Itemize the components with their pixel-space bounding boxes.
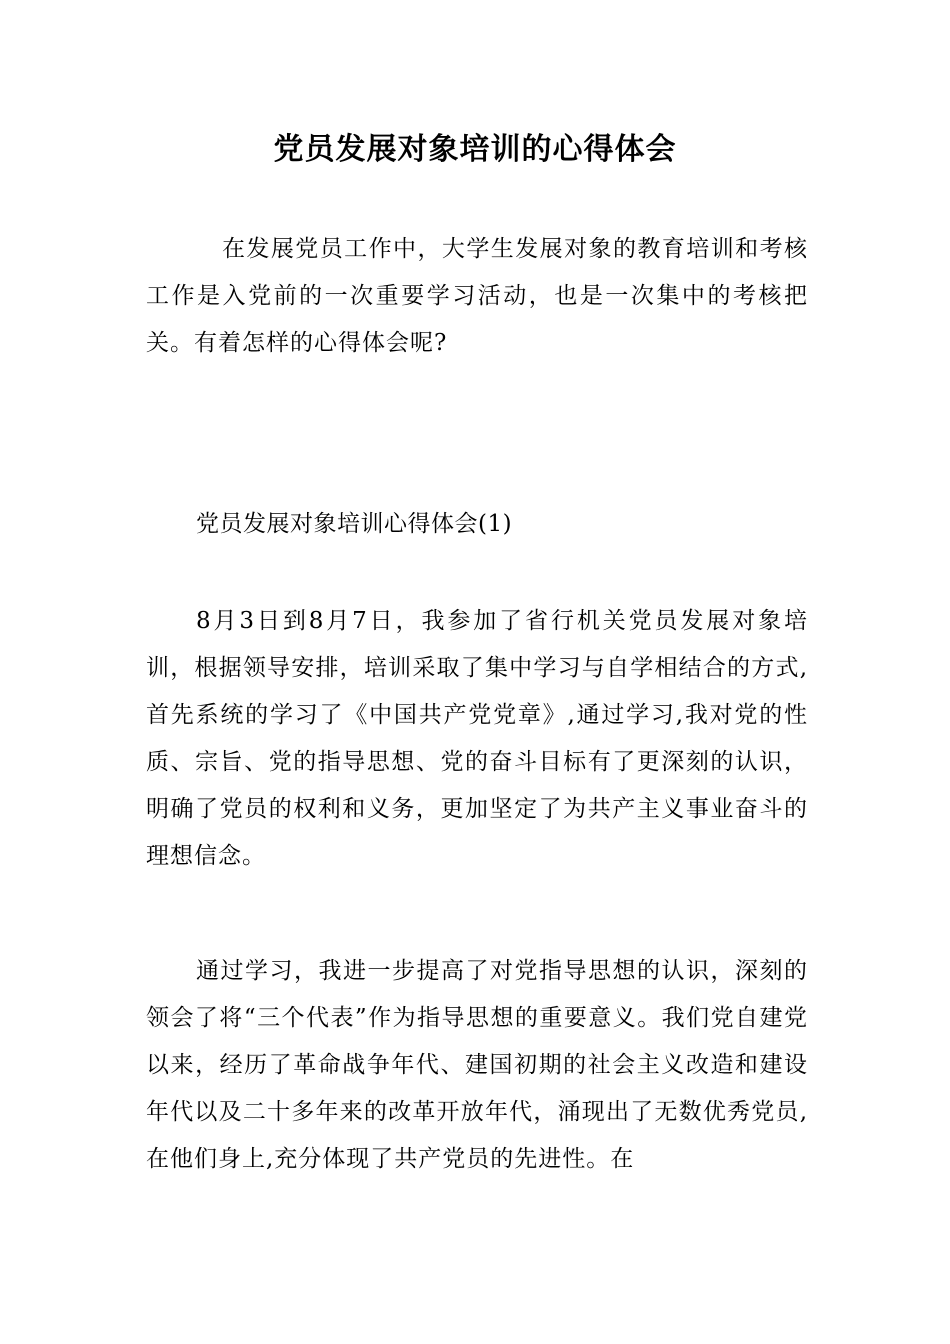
section-subheading: 党员发展对象培训心得体会(1) bbox=[196, 511, 513, 537]
body-paragraph-2: 通过学习，我进一步提高了对党指导思想的认识，深刻的领会了将“三个代表”作为指导思想的重要意义。我们党自建党以来，经历了革命战争年代、建国初期的社会主义改造和建设年代以及二十多年来的改革开放年代，涌现出了无数优秀党员,在他们身上,充分体现了共产党员的先进性。在 bbox=[146, 958, 808, 1172]
body-paragraph-1: 8月3日到8月7日，我参加了省行机关党员发展对象培训，根据领导安排，培训采取了集中学习与自学相结合的方式,首先系统的学习了《中国共产党党章》,通过学习,我对党的性质、宗旨、党的指导思想、党的奋斗目标有了更深刻的认识，明确了党员的权利和义务，更加坚定了为共产主义事业奋斗的理想信念。 bbox=[146, 608, 808, 869]
intro-paragraph: 在发展党员工作中，大学生发展对象的教育培训和考核工作是入党前的一次重要学习活动，也是一次集中的考核把关。有着怎样的心得体会呢? bbox=[146, 236, 808, 356]
document-title: 党员发展对象培训的心得体会 bbox=[273, 132, 677, 167]
